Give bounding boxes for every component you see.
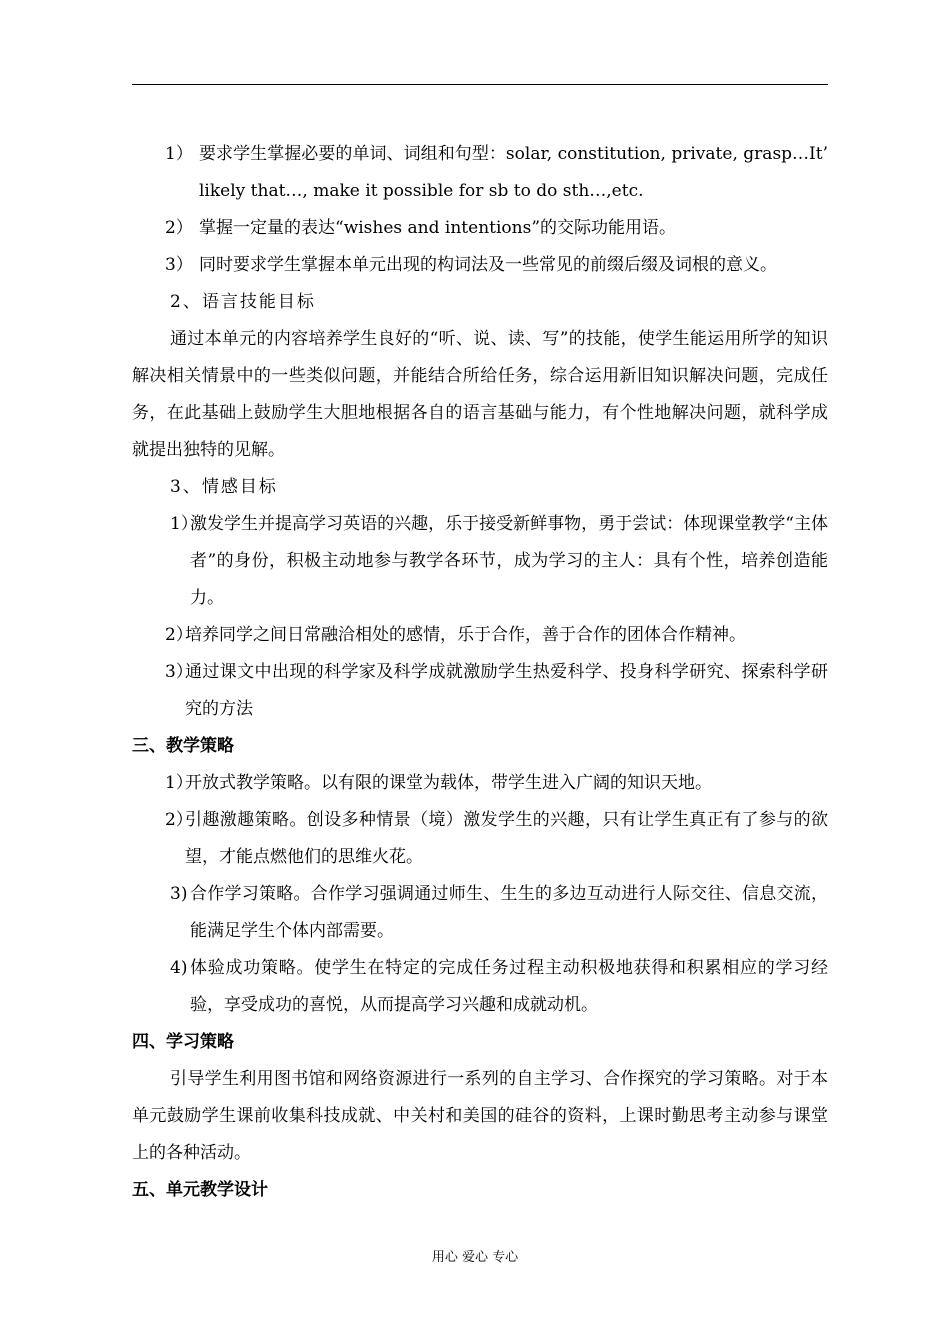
list-text: 掌握一定量的表达“wishes and intentions”的交际功能用语。 [199, 218, 677, 238]
list-text: 要求学生掌握必要的单词、词组和句型：solar, constitution, private, grasp…It’ likely that…, make it possible for sb to do sth…,etc. [199, 144, 828, 201]
list-text: 合作学习策略。合作学习强调通过师生、生生的多边互动进行人际交往、信息交流，能满足学生个体内部需要。 [190, 884, 828, 941]
list-item [132, 654, 828, 728]
list-number: 1） [165, 144, 193, 164]
list-text: 体验成功策略。使学生在特定的完成任务过程主动积极地获得和积累相应的学习经验，享受成功的喜悦，从而提高学习兴趣和成就动机。 [190, 958, 828, 1015]
teaching-strategy-heading: 三、教学策略 [132, 736, 234, 756]
document-body [132, 136, 828, 1209]
list-number: 1） [165, 773, 193, 793]
list-text: 开放式教学策略。以有限的课堂为载体，带学生进入广阔的知识天地。 [185, 773, 712, 793]
list-item [132, 506, 828, 617]
learning-strategy-heading: 四、学习策略 [132, 1032, 234, 1052]
list-number: 4) [170, 958, 188, 978]
list-text: 同时要求学生掌握本单元出现的构词法及一些常见的前缀后缀及词根的意义。 [199, 255, 777, 275]
list-item [132, 136, 828, 210]
learning-strategy-paragraph: 引导学生利用图书馆和网络资源进行一系列的自主学习、合作探究的学习策略。对于本单元鼓励学生课前收集科技成就、中关村和美国的硅谷的资料，上课时勤思考主动参与课堂上的各种活动。 [132, 1069, 828, 1163]
list-number: 3） [165, 255, 193, 275]
list-item [132, 802, 828, 876]
list-number: 1） [170, 514, 198, 534]
list-text: 通过课文中出现的科学家及科学成就激励学生热爱科学、投身科学研究、探索科学研究的方法 [185, 662, 828, 719]
page-footer: 用心 爱心 专心 [431, 1250, 519, 1265]
header-rule [132, 84, 828, 85]
skills-heading: 2、语言技能目标 [170, 292, 316, 312]
list-item [132, 210, 828, 247]
list-item [132, 950, 828, 1024]
list-item [132, 617, 828, 654]
affect-heading: 3、情感目标 [170, 477, 278, 497]
list-number: 3） [165, 662, 193, 682]
list-number: 2） [165, 218, 193, 238]
list-number: 2） [165, 625, 193, 645]
list-text: 引趣激趣策略。创设多种情景（境）激发学生的兴趣，只有让学生真正有了参与的欲望，才能点燃他们的思维火花。 [185, 810, 828, 867]
list-text: 激发学生并提高学习英语的兴趣，乐于接受新鲜事物，勇于尝试：体现课堂教学“主体者”的身份，积极主动地参与教学各环节，成为学习的主人：具有个性，培养创造能力。 [190, 514, 828, 608]
list-number: 2） [165, 810, 193, 830]
list-item [132, 876, 828, 950]
list-item [132, 247, 828, 284]
unit-design-heading: 五、单元教学设计 [132, 1180, 268, 1200]
list-item [132, 765, 828, 802]
list-text: 培养同学之间日常融洽相处的感情，乐于合作，善于合作的团体合作精神。 [185, 625, 746, 645]
skills-paragraph: 通过本单元的内容培养学生良好的“听、说、读、写”的技能，使学生能运用所学的知识解决相关情景中的一些类似问题，并能结合所给任务，综合运用新旧知识解决问题，完成任务，在此基础上鼓励学生大胆地根据各自的语言基础与能力，有个性地解决问题，就科学成就提出独特的见解。 [132, 329, 828, 460]
list-number: 3) [170, 884, 188, 904]
